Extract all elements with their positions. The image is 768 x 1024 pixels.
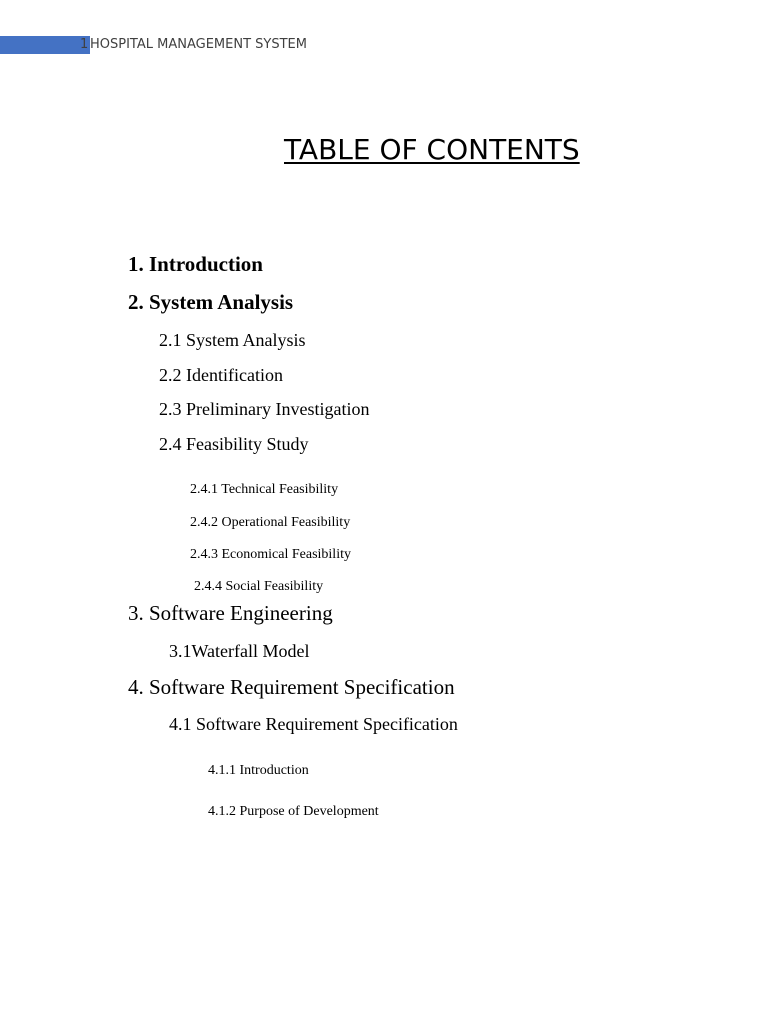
toc-entry-2-4-4: 2.4.4 Social Feasibility xyxy=(194,579,324,594)
toc-entry-2-4-2: 2.4.2 Operational Feasibility xyxy=(190,515,351,530)
toc-entry-2-4-1: 2.4.1 Technical Feasibility xyxy=(190,482,339,497)
toc-entry-2-1: 2.1 System Analysis xyxy=(159,330,306,350)
toc-entry-2-4: 2.4 Feasibility Study xyxy=(159,434,309,454)
header-page-number: 1 xyxy=(80,37,89,52)
toc-entry-4: 4. Software Requirement Specification xyxy=(128,675,455,699)
toc-entry-4-1: 4.1 Software Requirement Specification xyxy=(169,714,458,734)
header-document-title: HOSPITAL MANAGEMENT SYSTEM xyxy=(90,37,307,52)
toc-title: TABLE OF CONTENTS xyxy=(284,133,580,166)
header-accent-bar xyxy=(0,36,90,54)
toc-entry-1: 1. Introduction xyxy=(128,252,263,276)
toc-entry-3: 3. Software Engineering xyxy=(128,601,333,625)
toc-entry-4-1-2: 4.1.2 Purpose of Development xyxy=(208,804,379,819)
toc-entry-2-3: 2.3 Preliminary Investigation xyxy=(159,399,370,419)
toc-entry-2-2: 2.2 Identification xyxy=(159,365,283,385)
toc-entry-2-4-3: 2.4.3 Economical Feasibility xyxy=(190,547,351,562)
toc-entry-3-1: 3.1Waterfall Model xyxy=(169,641,310,661)
toc-entry-4-1-1: 4.1.1 Introduction xyxy=(208,763,309,778)
toc-entry-2: 2. System Analysis xyxy=(128,290,294,314)
